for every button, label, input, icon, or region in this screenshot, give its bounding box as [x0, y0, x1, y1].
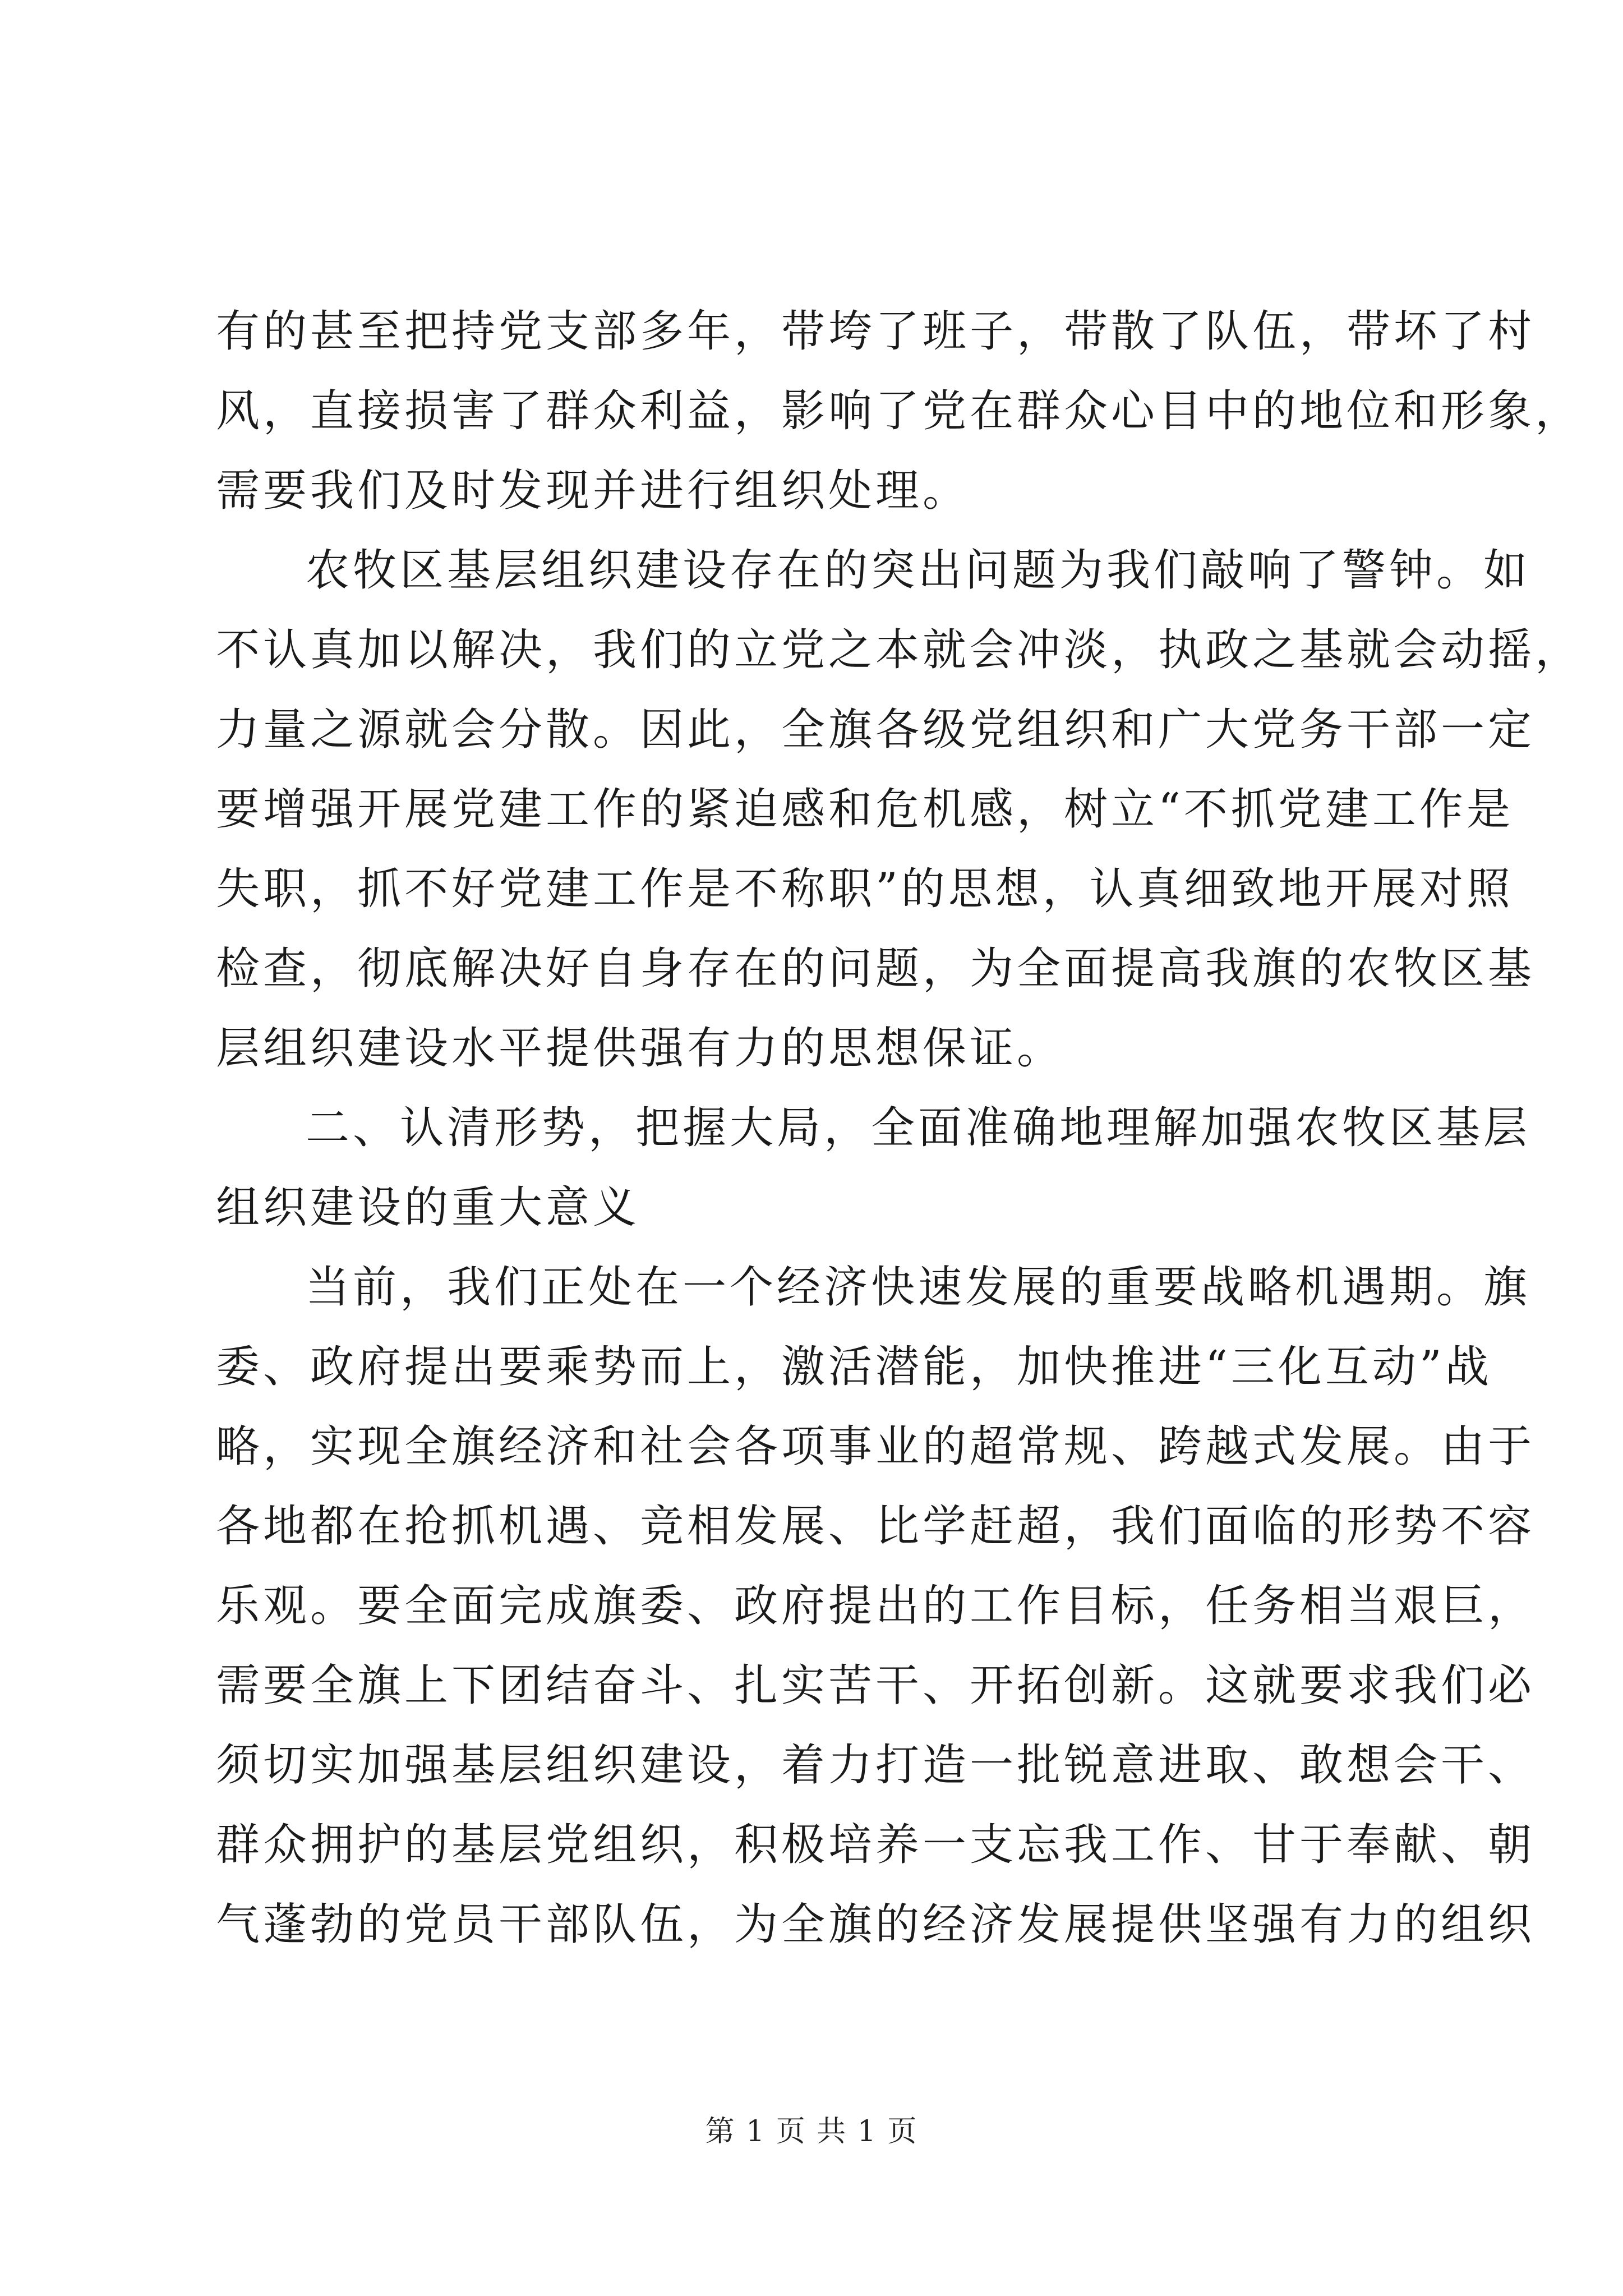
page-footer: 第 1 页 共 1 页 — [705, 2115, 918, 2148]
text-line: 农牧区基层组织建设存在的突出问题为我们敲响了警钟。如 — [306, 545, 1531, 596]
text-line: 各地都在抢抓机遇、竞相发展、比学赶超，我们面临的形势不容 — [216, 1501, 1536, 1552]
text-line: 风，直接损害了群众利益，影响了党在群众心目中的地位和形象， — [216, 386, 1583, 436]
text-line: 层组织建设水平提供强有力的思想保证。 — [216, 1023, 1064, 1074]
text-line: 要增强开展党建工作的紧迫感和危机感，树立“不抓党建工作是 — [216, 784, 1514, 835]
text-line: 略，实现全旗经济和社会各项事业的超常规、跨越式发展。由于 — [216, 1421, 1536, 1472]
text-line: 组织建设的重大意义 — [216, 1182, 640, 1233]
text-line: 需要我们及时发现并进行组织处理。 — [216, 466, 970, 516]
text-line: 不认真加以解决，我们的立党之本就会冲淡，执政之基就会动摇， — [216, 625, 1583, 675]
text-line: 力量之源就会分散。因此，全旗各级党组织和广大党务干部一定 — [216, 705, 1536, 755]
text-line: 乐观。要全面完成旗委、政府提出的工作目标，任务相当艰巨， — [216, 1581, 1536, 1631]
text-line: 气蓬勃的党员干部队伍，为全旗的经济发展提供坚强有力的组织 — [216, 1899, 1536, 1950]
text-line: 当前，我们正处在一个经济快速发展的重要战略机遇期。旗 — [306, 1262, 1531, 1313]
text-line: 检查，彻底解决好自身存在的问题，为全面提高我旗的农牧区基 — [216, 944, 1536, 994]
text-line: 有的甚至把持党支部多年，带垮了班子，带散了队伍，带坏了村 — [216, 306, 1536, 357]
text-line: 群众拥护的基层党组织，积极培养一支忘我工作、甘于奉献、朝 — [216, 1820, 1536, 1870]
text-line: 失职，抓不好党建工作是不称职”的思想，认真细致地开展对照 — [216, 864, 1514, 914]
text-line: 需要全旗上下团结奋斗、扎实苦干、开拓创新。这就要求我们必 — [216, 1660, 1536, 1711]
document-body — [216, 292, 1583, 1964]
text-line: 须切实加强基层组织建设，着力打造一批锐意进取、敢想会干、 — [216, 1740, 1536, 1791]
text-line: 委、政府提出要乘势而上，激活潜能，加快推进“三化互动”战 — [216, 1342, 1492, 1392]
text-line: 二、认清形势，把握大局，全面准确地理解加强农牧区基层 — [306, 1103, 1531, 1153]
